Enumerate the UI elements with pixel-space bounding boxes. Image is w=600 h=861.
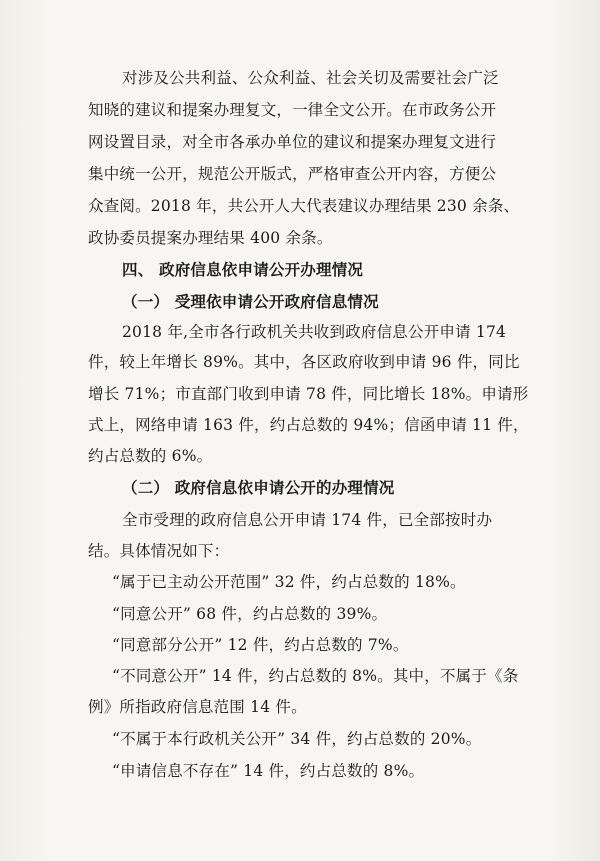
section-heading: 四、 政府信息依申请公开办理情况 (122, 260, 364, 279)
list-item: “同意部分公开” 12 件，约占总数的 7%。 (112, 636, 409, 654)
text-line: 约占总数的 6%。 (88, 447, 213, 465)
subsection-heading: （二） 政府信息依申请公开的办理情况 (122, 478, 395, 497)
text-line: 件，较上年增长 89%。其中，各区政府收到申请 96 件，同比 (88, 353, 520, 371)
list-item: “同意公开” 68 件，约占总数的 39%。 (112, 605, 388, 623)
list-item: “属于已主动公开范围” 32 件，约占总数的 18%。 (112, 573, 466, 591)
text-line: 对涉及公共利益、公众利益、社会关切及需要社会广泛 (122, 69, 499, 87)
text-line: 结。具体情况如下： (88, 542, 230, 560)
text-line: 式上，网络申请 163 件，约占总数的 94%；信函申请 11 件， (88, 416, 529, 434)
text-line: 政协委员提案办理结果 400 余条。 (88, 229, 333, 247)
text-line: 集中统一公开，规范公开版式，严格审查公开内容，方便公 (88, 165, 497, 183)
text-line: 网设置目录，对全市各承办单位的建议和提案办理复文进行 (88, 133, 497, 151)
text-line: 全市受理的政府信息公开申请 174 件，已全部按时办 (122, 511, 493, 529)
list-item: “不同意公开” 14 件，约占总数的 8%。其中，不属于《条 (112, 667, 519, 685)
list-item: “不属于本行政机关公开” 34 件，约占总数的 20%。 (112, 730, 482, 748)
text-line: 2018 年,全市各行政机关共收到政府信息公开申请 174 (122, 323, 507, 341)
text-line: 知晓的建议和提案办理复文，一律全文公开。在市政务公开 (88, 101, 497, 119)
text-line: 增长 71%；市直部门收到申请 78 件，同比增长 18%。申请形 (88, 385, 529, 403)
subsection-heading: （一） 受理依申请公开政府信息情况 (122, 292, 379, 311)
list-item: “申请信息不存在” 14 件，约占总数的 8%。 (112, 762, 425, 780)
text-line: 例》所指政府信息范围 14 件。 (88, 698, 307, 716)
text-line: 众查阅。2018 年，共公开人大代表建议办理结果 230 余条、 (88, 197, 520, 215)
